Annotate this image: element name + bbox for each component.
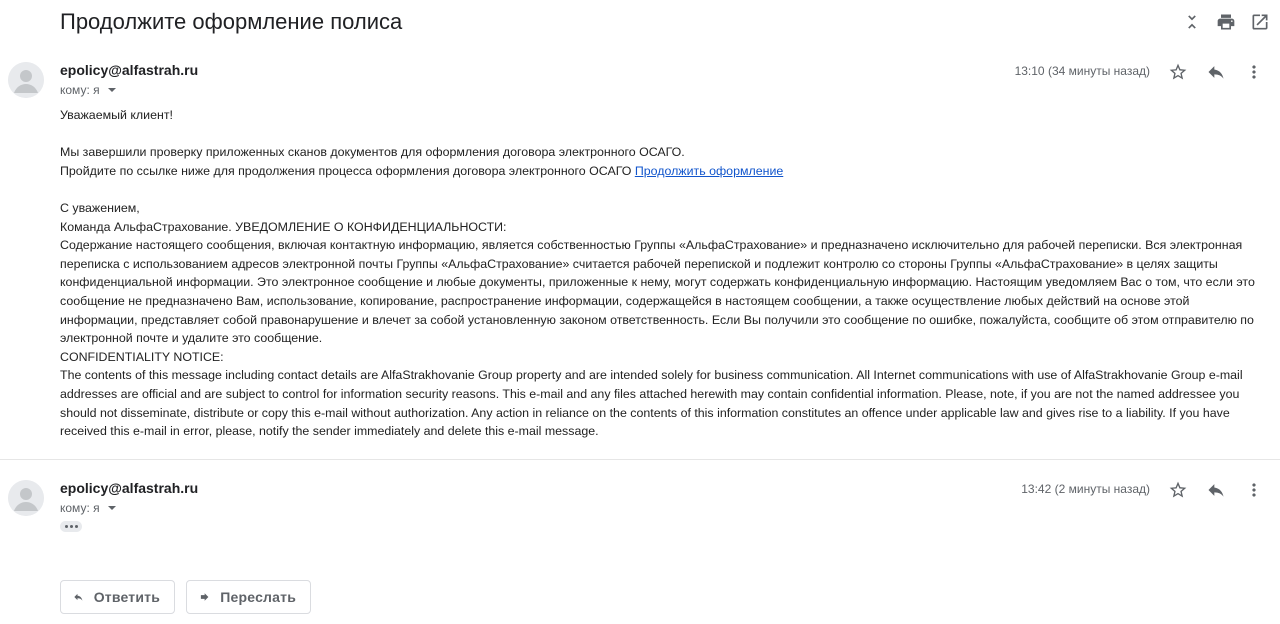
- ru-notice-line: информации, представляет собой правонарушение и влечет за собой установленную законом ответственность. Если Вы получили это сообщение по ошибке, пожалуйста, сообщите об этом отправителю по: [60, 312, 1254, 327]
- ru-notice-line: Содержание настоящего сообщения, включая контактную информацию, является собственностью Группы «АльфаСтрахование» и предназначено исключительно для рабочей переписки. Вся электронная: [60, 238, 1243, 253]
- message-time: 13:10 (34 минуты назад): [1014, 64, 1150, 78]
- team-signature: Команда АльфаСтрахование. УВЕДОМЛЕНИЕ О КОНФИДЕНЦИАЛЬНОСТИ:: [60, 219, 507, 234]
- regards: С уважением,: [60, 200, 140, 215]
- ru-notice-line: конфиденциальной информации. Это электронное сообщение и любые документы, приложенные к нему, могут содержать конфиденциальную информацию. Настоящим уведомляем Вас о том, что если это: [60, 275, 1255, 290]
- open-in-new-window-icon[interactable]: [1248, 10, 1272, 34]
- ru-notice-line: переписка с использованием адресов электронной почты Группы «АльфаСтрахование» считается рабочей перепиской и подлежит контролю со стороны Группы «АльфаСтрахование» в целях защиты: [60, 256, 1218, 271]
- star-icon[interactable]: [1166, 60, 1190, 84]
- greeting: Уважаемый клиент!: [60, 108, 173, 122]
- message-body: [60, 106, 1256, 441]
- thread-toolbar: [1180, 10, 1272, 34]
- caret-down-icon: [108, 88, 116, 92]
- recipients-label: кому: я: [60, 83, 100, 97]
- sender-email[interactable]: epolicy@alfastrah.ru: [60, 62, 199, 78]
- sender-email[interactable]: epolicy@alfastrah.ru: [60, 480, 199, 496]
- body-line-2-text: Пройдите по ссылке ниже для продолжения процесса оформления договора электронного ОСАГО: [60, 163, 635, 178]
- ru-notice-line: электронной почте и удалите это сообщение.: [60, 331, 323, 346]
- email-subject: Продолжите оформление полиса: [60, 9, 403, 34]
- sender-avatar[interactable]: [8, 62, 44, 98]
- show-trimmed-content-button[interactable]: [60, 521, 82, 532]
- reply-button[interactable]: [60, 580, 175, 614]
- message-divider: [0, 459, 1280, 460]
- en-notice-line: The contents of this message including contact details are AlfaStrakhovanie Group property and are intended solely for business communication. All Internet communications with use of AlfaStrakhovanie Group e-mail: [60, 368, 1243, 383]
- message-time: 13:42 (2 минуты назад): [1021, 482, 1150, 496]
- caret-down-icon: [108, 506, 116, 510]
- reply-button-label: Ответить: [93, 589, 160, 605]
- message-actions: [1166, 60, 1266, 84]
- body-line-2: [60, 162, 1256, 181]
- forward-button[interactable]: [186, 580, 311, 614]
- collapse-all-icon[interactable]: [1180, 10, 1204, 34]
- reply-icon[interactable]: [1204, 60, 1228, 84]
- continue-link[interactable]: Продолжить оформление: [634, 163, 784, 178]
- reply-icon: [73, 588, 84, 606]
- sender-avatar[interactable]: [8, 480, 44, 516]
- reply-icon[interactable]: [1204, 478, 1228, 502]
- forward-button-label: Переслать: [220, 589, 296, 605]
- forward-icon: [199, 588, 210, 606]
- more-vert-icon[interactable]: [1242, 478, 1266, 502]
- ru-notice-line: сообщение не предназначено Вам, использование, копирование, распространение информации, содержащейся в настоящем сообщении, а также осуществление любых действий на основе этой: [60, 293, 1190, 308]
- body-line-1: Мы завершили проверку приложенных сканов документов для оформления договора электронного ОСАГО.: [60, 145, 685, 160]
- default-avatar-icon: [8, 480, 44, 516]
- en-notice-line: should not disseminate, distribute or copy this e-mail without authorization. Any action in reliance on the contents of this information constitutes an offence under applicable law and gives rise to a liability. If you have: [60, 405, 1230, 420]
- message-actions: [1166, 478, 1266, 502]
- recipients-dropdown[interactable]: [60, 83, 116, 97]
- default-avatar-icon: [8, 62, 44, 98]
- star-icon[interactable]: [1166, 478, 1190, 502]
- recipients-label: кому: я: [60, 501, 100, 515]
- en-notice-line: received this e-mail in error, please, notify the sender immediately and delete this e-mail message.: [60, 424, 599, 439]
- more-vert-icon[interactable]: [1242, 60, 1266, 84]
- en-notice-line: addresses are official and are subject to control for information security reasons. This e-mail and any files attached herewith may contain confidential information. Please, note, if you are not the named addressee you: [60, 386, 1240, 401]
- print-icon[interactable]: [1214, 10, 1238, 34]
- en-notice-title: CONFIDENTIALITY NOTICE:: [60, 349, 224, 364]
- recipients-dropdown[interactable]: [60, 501, 116, 515]
